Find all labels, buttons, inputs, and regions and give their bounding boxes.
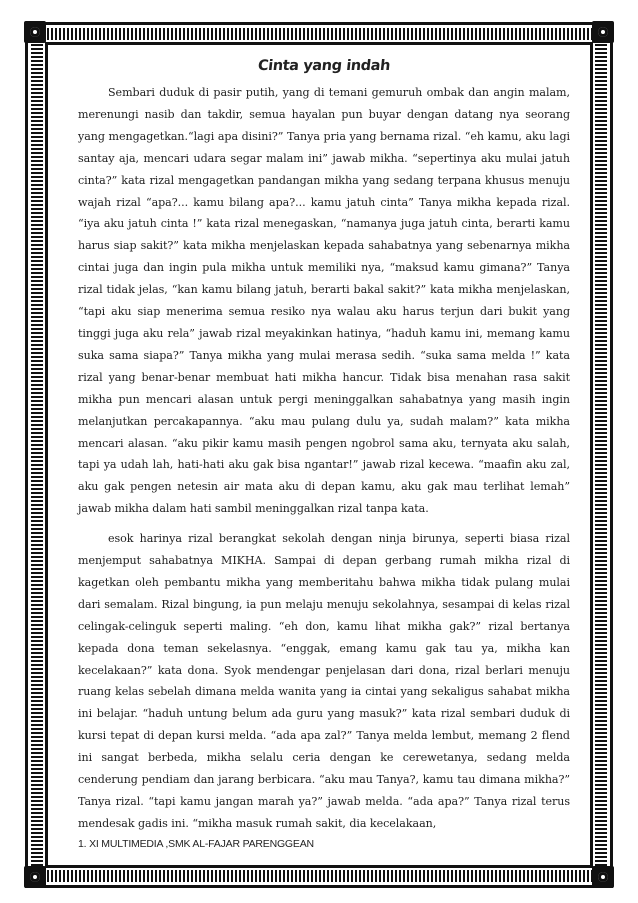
story-title: Cinta yang indah [257,58,391,74]
corner-ornament-icon [592,21,614,43]
story-paragraph-1: Sembari duduk di pasir putih, yang di temani gemuruh ombak dan angin malam, merenungi nasib dan takdir, semua hayalan pun buyar dengan datang nya seorang yang mengagetkan.“lagi apa disini?” Tanya pria yang bernama rizal. “eh kamu, aku lagi santay aja, mencari udara segar malam ini” jawab mikha. “sepertinya aku mulai jatuh cinta?” kata rizal mengagetkan pandangan mikha yang sedang terpana khusus menuju wajah rizal “apa?... kamu bilang apa?... kamu jatuh cinta” Tanya mikha kepada rizal. “iya aku jatuh cinta !” kata rizal menegaskan, “namanya juga jatuh cinta, berarti kamu harus siap sakit?” kata mikha menjelaskan kepada sahabatnya yang sebenarnya mikha cintai juga dan ingin pula mikha untuk memiliki nya, “maksud kamu gimana?” Tanya rizal tidak jelas, “kan kamu bilang jatuh, berarti bakal sakit?” kata mikha menjelaskan, “tapi aku siap menerima semua resiko nya walau aku harus terjun dari bukit yang tinggi juga aku rela” jawab rizal meyakinkan hatinya, “haduh kamu ini, memang kamu suka sama siapa?” Tanya mikha yang mulai merasa sedih. “suka sama melda !” kata rizal yang benar-benar membuat hati mikha hancur. Tidak bisa menahan rasa sakit mikha pun mencari alasan untuk pergi meninggalkan sahabatnya yang masih ingin melanjutkan percakapannya. “aku mau pulang dulu ya, sudah malam?” kata mikha mencari alasan. “aku pikir kamu masih pengen ngobrol sama aku, ternyata aku salah, tapi ya udah lah, hati-hati aku gak bisa ngantar!” jawab rizal kecewa. “maafin aku zal, aku gak pengen netesin air mata aku di depan kamu, aku gak mau terlihat lemah” jawab mikha dalam hati sambil meninggalkan rizal tanpa kata. [78,86,570,516]
corner-ornament-icon [592,866,614,888]
page-footer: 1. XI MULTIMEDIA ,SMK AL-FAJAR PARENGGEAN [78,838,314,850]
corner-ornament-icon [24,21,46,43]
corner-ornament-icon [24,866,46,888]
story-paragraph-2: esok harinya rizal berangkat sekolah dengan ninja birunya, seperti biasa rizal menjemput sahabatnya MIKHA. Sampai di depan gerbang rumah mikha rizal di kagetkan oleh pembantu mikha yang memberitahu bahwa mikha tidak pulang mulai dari semalam. Rizal bingung, ia pun melaju menuju sekolahnya, sesampai di kelas rizal celingak-celinguk seperti maling. “eh don, kamu lihat mikha gak?” rizal bertanya kepada dona teman sekelasnya. “enggak, emang kamu gak tau ya, mikha kan kecelakaan?” kata dona. Syok mendengar penjelasan dari dona, rizal berlari menuju ruang kelas sebelah dimana melda wanita yang ia cintai yang sekaligus sahabat mikha ini belajar. “haduh untung belum ada guru yang masuk?” kata rizal sembari duduk di kursi tepat di depan kursi melda. “ada apa zal?” Tanya melda lembut, memang 2 flend ini sangat berbeda, mikha selalu ceria dengan ke cerewetanya, sedang melda cenderung pendiam dan jarang berbicara. “aku mau Tanya?, kamu tau dimana mikha?” Tanya rizal. “tapi kamu jangan marah ya?” jawab melda. “ada apa?” Tanya rizal terus mendesak gadis ini. “mikha masuk rumah sakit, dia kecelakaan, [78,532,570,830]
story-body [78,54,570,843]
